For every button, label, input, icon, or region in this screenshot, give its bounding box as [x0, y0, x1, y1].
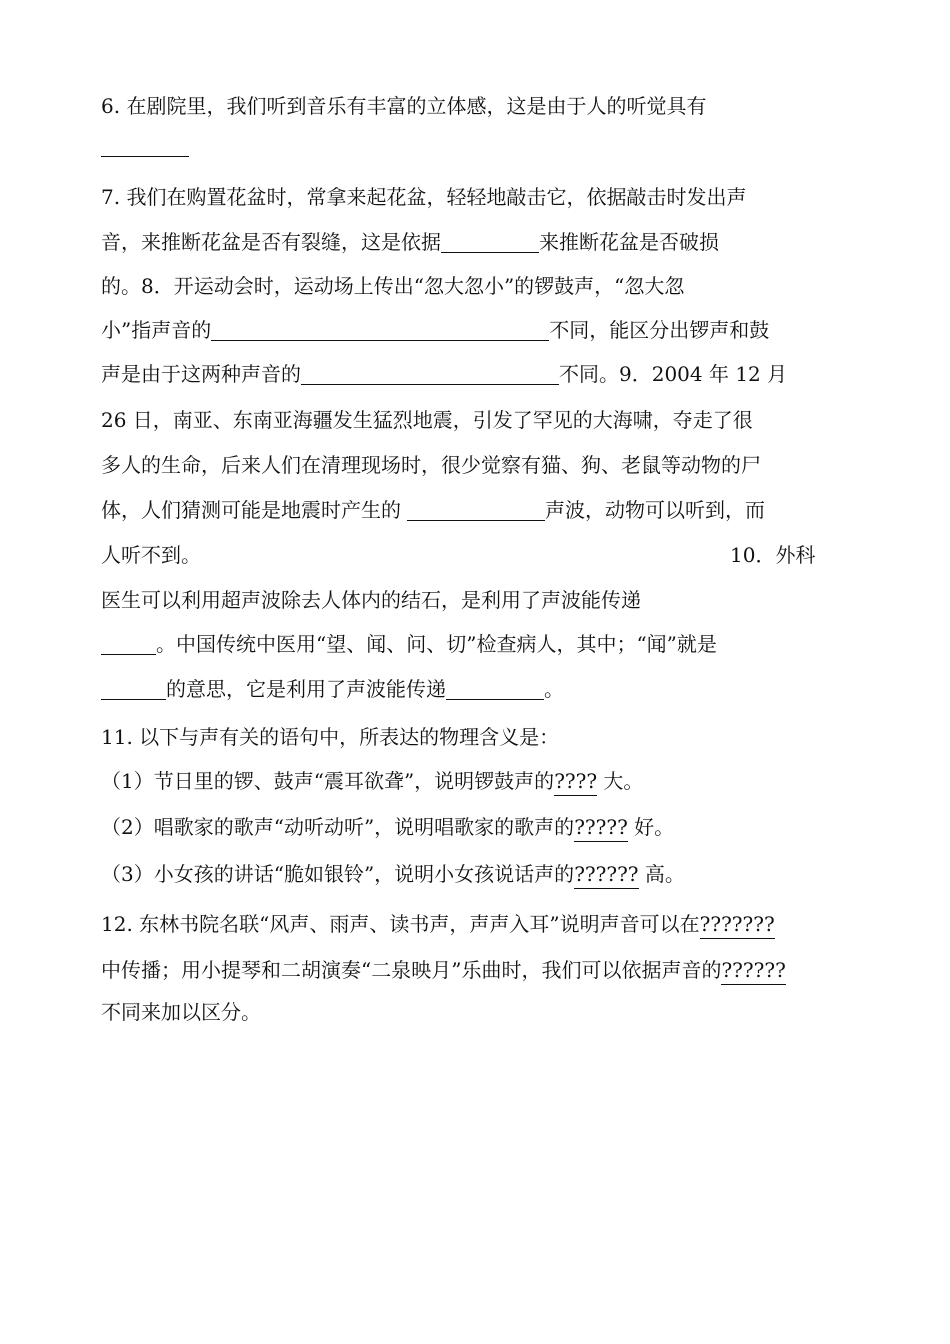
q10-text-b: 的意思，它是利用了声波能传递 — [166, 677, 446, 701]
q8-text-d: 不同。9．2004 年 12 月 — [559, 362, 788, 386]
answer-blank[interactable] — [441, 230, 539, 253]
q8-text-a: 小”指声音的 — [101, 318, 212, 342]
answer-blank[interactable] — [446, 677, 544, 700]
answer-blank[interactable]: ???? — [554, 767, 597, 796]
q10-line12 — [101, 675, 564, 703]
answer-blank[interactable] — [101, 677, 166, 700]
q7-line3: 的。8．开运动会时，运动场上传出“忽大忽小”的锣鼓声，“忽大忽 — [101, 274, 685, 298]
answer-blank[interactable] — [407, 498, 545, 521]
q9-text-a: 体，人们猜测可能是地震时产生的 — [101, 498, 401, 522]
q10-number: 10．外科 — [730, 543, 816, 567]
q11-intro: 11. 以下与声有关的语句中，所表达的物理含义是： — [101, 725, 560, 749]
q9-text-c: 人听不到。 — [101, 543, 201, 567]
q11-item2-text: （2）唱歌家的歌声“动听动听”，说明唱歌家的歌声的 — [101, 815, 575, 839]
answer-blank[interactable]: ?????? — [721, 956, 785, 985]
answer-blank[interactable] — [101, 134, 189, 157]
q11-item3 — [101, 860, 685, 889]
q11-item1-text: （1）节日里的锣、鼓声“震耳欲聋”，说明锣鼓声的 — [101, 769, 555, 793]
answer-blank[interactable]: ?????? — [574, 860, 638, 889]
q12-text-a: 12. 东林书院名联“风声、雨声、读书声，声声入耳”说明声音可以在 — [101, 912, 700, 936]
q6-line1: 6. 在剧院里，我们听到音乐有丰富的立体感，这是由于人的听觉具有 — [101, 94, 707, 118]
q12-line2 — [101, 956, 786, 985]
q6-answer-line — [101, 132, 189, 160]
q8-line5 — [101, 360, 787, 388]
q9-line6: 26 日，南亚、东南亚海疆发生猛烈地震，引发了罕见的大海啸，夺走了很 — [101, 408, 753, 432]
q9-line9 — [101, 541, 201, 569]
answer-blank[interactable] — [101, 632, 156, 655]
q10-text-a: 。中国传统中医用“望、闻、问、切”检查病人，其中；“闻”就是 — [156, 632, 717, 656]
q9-line7: 多人的生命，后来人们在清理现场时，很少觉察有猫、狗、老鼠等动物的尸 — [101, 453, 761, 477]
answer-blank[interactable] — [211, 318, 549, 341]
answer-blank[interactable]: ????? — [574, 813, 628, 842]
answer-blank[interactable]: ??????? — [700, 910, 775, 939]
q9-text-b: 声波，动物可以听到，而 — [545, 498, 765, 522]
q12-line3: 不同来加以区分。 — [101, 1000, 261, 1024]
q8-line4 — [101, 316, 769, 344]
q7-line1: 7. 我们在购置花盆时，常拿来起花盆，轻轻地敲击它，依据敲击时发出声 — [101, 185, 747, 209]
q12-text-b: 中传播；用小提琴和二胡演奏“二泉映月”乐曲时，我们可以依据声音的 — [101, 958, 722, 982]
q11-item2-tail: 好。 — [627, 815, 675, 839]
q9-line8 — [101, 496, 765, 524]
q11-item1 — [101, 767, 643, 796]
q12-line1 — [101, 910, 775, 939]
q11-item3-tail: 高。 — [638, 862, 685, 886]
q7-text-b: 来推断花盆是否破损 — [539, 230, 719, 254]
q11-item3-text: （3）小女孩的讲话“脆如银铃”，说明小女孩说话声的 — [101, 862, 575, 886]
q11-item2 — [101, 813, 674, 842]
q8-text-b: 不同，能区分出锣声和鼓 — [549, 318, 770, 342]
q7-text-a: 音，来推断花盆是否有裂缝，这是依据 — [101, 230, 441, 254]
q10-line11 — [101, 630, 717, 658]
q11-item1-tail: 大。 — [597, 769, 644, 793]
answer-blank[interactable] — [301, 362, 559, 385]
q8-text-c: 声是由于这两种声音的 — [101, 362, 301, 386]
q10-text-c: 。 — [544, 677, 564, 701]
q7-line2 — [101, 228, 719, 256]
q10-line10: 医生可以利用超声波除去人体内的结石，是利用了声波能传递 — [101, 588, 641, 612]
